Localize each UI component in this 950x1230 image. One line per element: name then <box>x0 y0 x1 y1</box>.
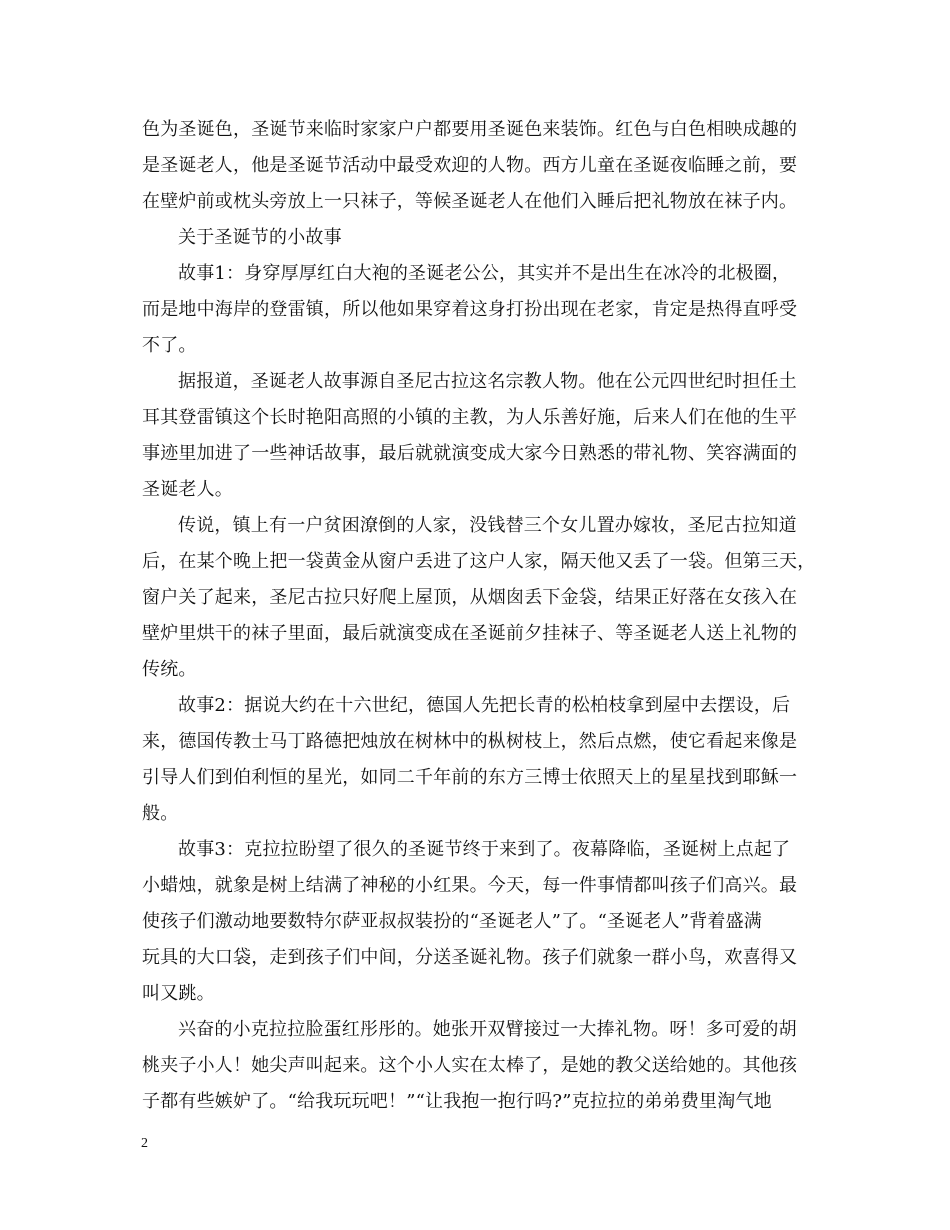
text-line: 引导人们到伯利恒的星光，如同二千年前的东方三博士依照天上的星星找到耶稣一 <box>142 767 798 788</box>
text-line: 色为圣诞色，圣诞节来临时家家户户都要用圣诞色来装饰。红色与白色相映成趣的 <box>142 119 798 140</box>
text-line: 不了。 <box>142 335 197 356</box>
text-line: 而是地中海岸的登雷镇，所以他如果穿着这身打扮出现在老家，肯定是热得直呼受 <box>142 299 798 320</box>
text-line: 玩具的大口袋，走到孩子们中间，分送圣诞礼物。孩子们就象一群小鸟，欢喜得又 <box>142 947 798 968</box>
text-line: 来，德国传教士马丁路德把烛放在树林中的枞树枝上，然后点燃，使它看起来像是 <box>142 731 798 752</box>
text-line: 般。 <box>142 803 179 824</box>
text-line: 小蜡烛，就象是树上结满了神秘的小红果。今天，每一件事情都叫孩子们高兴。最 <box>142 875 798 896</box>
text-line: 桃夹子小人！她尖声叫起来。这个小人实在太棒了，是她的教父送给她的。其他孩 <box>142 1055 798 1076</box>
text-line: 据报道，圣诞老人故事源自圣尼古拉这名宗教人物。他在公元四世纪时担任土 <box>178 371 797 392</box>
text-line: 使孩子们激动地要数特尔萨亚叔叔装扮的“圣诞老人”了。“圣诞老人”背着盛满 <box>142 911 763 932</box>
text-line: 壁炉里烘干的袜子里面，最后就演变成在圣诞前夕挂袜子、等圣诞老人送上礼物的 <box>142 623 798 644</box>
text-line: 子都有些嫉妒了。“给我玩玩吧！”“让我抱一抱行吗?”克拉拉的弟弟费里淘气地 <box>142 1091 772 1112</box>
text-line: 传统。 <box>142 659 197 680</box>
text-line: 耳其登雷镇这个长时艳阳高照的小镇的主教，为人乐善好施，后来人们在他的生平 <box>142 407 798 428</box>
section-heading: 关于圣诞节的小故事 <box>178 227 342 248</box>
text-line: 故事2：据说大约在十六世纪，德国人先把长青的松柏枝拿到屋中去摆设，后 <box>178 695 791 716</box>
text-line: 故事3：克拉拉盼望了很久的圣诞节终于来到了。夜幕降临，圣诞树上点起了 <box>178 839 791 860</box>
text-line: 后，在某个晚上把一袋黄金从窗户丢进了这户人家，隔天他又丢了一袋。但第三天， <box>142 551 816 572</box>
text-line: 是圣诞老人，他是圣诞节活动中最受欢迎的人物。西方儿童在圣诞夜临睡之前，要 <box>142 155 798 176</box>
page-number: 2 <box>141 1136 148 1151</box>
text-line: 事迹里加进了一些神话故事，最后就就演变成大家今日熟悉的带礼物、笑容满面的 <box>142 443 798 464</box>
text-line: 兴奋的小克拉拉脸蛋红彤彤的。她张开双臂接过一大捧礼物。呀！多可爱的胡 <box>178 1019 797 1040</box>
text-line: 窗户关了起来，圣尼古拉只好爬上屋顶，从烟囱丢下金袋，结果正好落在女孩入在 <box>142 587 798 608</box>
text-line: 在壁炉前或枕头旁放上一只袜子，等候圣诞老人在他们入睡后把礼物放在袜子内。 <box>142 191 798 212</box>
text-line: 叫又跳。 <box>142 983 215 1004</box>
text-line: 故事1：身穿厚厚红白大袍的圣诞老公公，其实并不是出生在冰冷的北极圈， <box>178 263 791 284</box>
document-body <box>142 112 816 1120</box>
text-line: 圣诞老人。 <box>142 479 233 500</box>
text-line: 传说，镇上有一户贫困潦倒的人家，没钱替三个女儿置办嫁妆，圣尼古拉知道 <box>178 515 797 536</box>
